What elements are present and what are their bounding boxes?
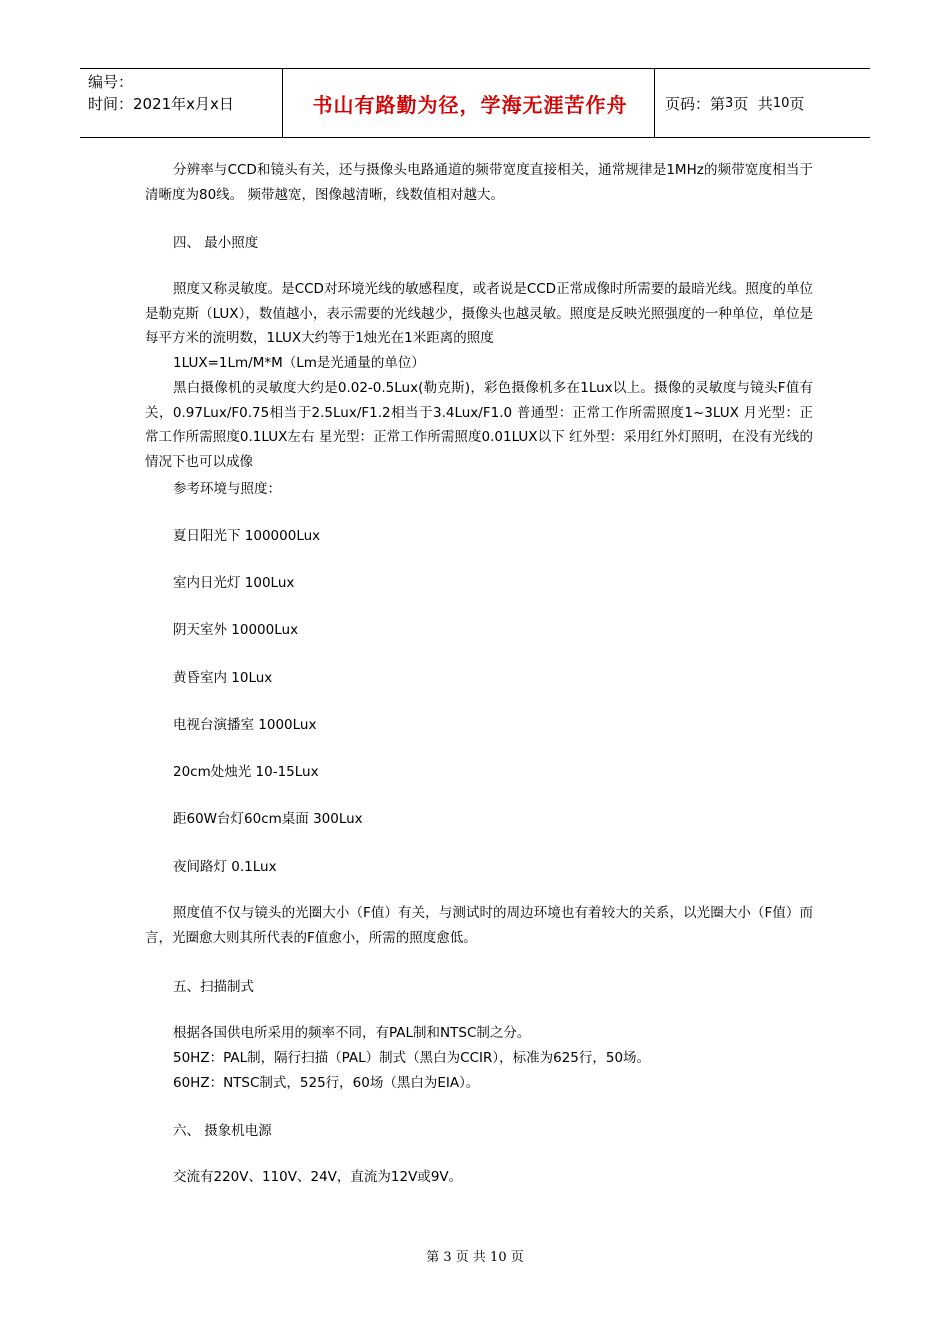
list-item: 黄昏室内 10Lux <box>173 670 273 686</box>
header-page-info <box>665 69 804 137</box>
page-mid: 页 共 <box>733 94 773 113</box>
list-item: 夜间路灯 0.1Lux <box>173 859 277 875</box>
list-item: 电视台演播室 1000Lux <box>173 717 317 733</box>
header-motto: 书山有路勤为径，学海无涯苦作舟 <box>312 92 628 117</box>
list-item: 距60W台灯60cm桌面 300Lux <box>173 811 363 827</box>
page-total: 10 <box>772 95 790 111</box>
page-header <box>80 68 870 138</box>
paragraph-reference-label: 参考环境与照度： <box>173 481 281 497</box>
list-item: 阴天室外 10000Lux <box>173 622 299 638</box>
section-heading-5: 五、扫描制式 <box>173 979 254 995</box>
page-footer: 第 3 页 共 10 页 <box>426 1250 524 1265</box>
list-item: 20cm处烛光 10-15Lux <box>173 764 319 780</box>
section-heading-6: 六、 摄象机电源 <box>173 1123 272 1139</box>
paragraph-lux-formula: 1LUX=1Lm/M*M（Lm是光通量的单位） <box>173 355 425 371</box>
paragraph-sensitivity: 黑白摄像机的灵敏度大约是0.02-0.5Lux(勒克斯)，彩色摄像机多在1Lux以上。摄像的灵敏度与镜头F值有关，0.97Lux/F0.75相当于2.5Lux/F1.2相当于3.4Lux/F1.0 普通型：正常工作所需照度1~3LUX 月光型：正常工作所需照度0.1LUX左右 星光型：正常工作所需照度0.01LUX以下 红外型：采用红外灯照明，在没有光线的情况下也可以成像 <box>145 380 813 470</box>
header-meta <box>88 71 234 115</box>
header-divider <box>654 69 655 137</box>
page-prefix: 页码：第 <box>665 94 726 113</box>
header-divider <box>282 69 283 137</box>
list-item: 室内日光灯 100Lux <box>173 575 295 591</box>
section-heading-4: 四、 最小照度 <box>173 235 259 251</box>
list-item: 夏日阳光下 100000Lux <box>173 528 321 544</box>
document-number-label: 编号： <box>88 73 134 91</box>
paragraph-illuminance: 照度又称灵敏度。是CCD对环境光线的敏感程度，或者说是CCD正常成像时所需要的最暗光线。照度的单位是勒克斯（LUX），数值越小，表示需要的光线越少，摄像头也越灵敏。照度是反映光照强度的一种单位，单位是每平方米的流明数，1LUX大约等于1烛光在1米距离的照度 <box>145 281 813 346</box>
page-suffix: 页 <box>789 94 805 113</box>
paragraph-resolution: 分辨率与CCD和镜头有关，还与摄像头电路通道的频带宽度直接相关，通常规律是1MHz的频带宽度相当于清晰度为80线。 频带越宽，图像越清晰，线数值相对越大。 <box>145 162 813 203</box>
paragraph-scan-intro: 根据各国供电所采用的频率不同，有PAL制和NTSC制之分。 <box>173 1025 531 1041</box>
page-number: 3 <box>725 95 734 111</box>
document-date: 时间：2021年x月x日 <box>88 95 234 113</box>
paragraph-pal: 50HZ：PAL制，隔行扫描（PAL）制式（黑白为CCIR），标准为625行，50场。 <box>173 1050 651 1066</box>
paragraph-aperture: 照度值不仅与镜头的光圈大小（F值）有关，与测试时的周边环境也有着较大的关系，以光圈大小（F值）而言，光圈愈大则其所代表的F值愈小，所需的照度愈低。 <box>145 905 813 946</box>
paragraph-ntsc: 60HZ：NTSC制式，525行，60场（黑白为EIA）。 <box>173 1075 480 1091</box>
paragraph-power: 交流有220V、110V、24V，直流为12V或9V。 <box>173 1169 463 1185</box>
